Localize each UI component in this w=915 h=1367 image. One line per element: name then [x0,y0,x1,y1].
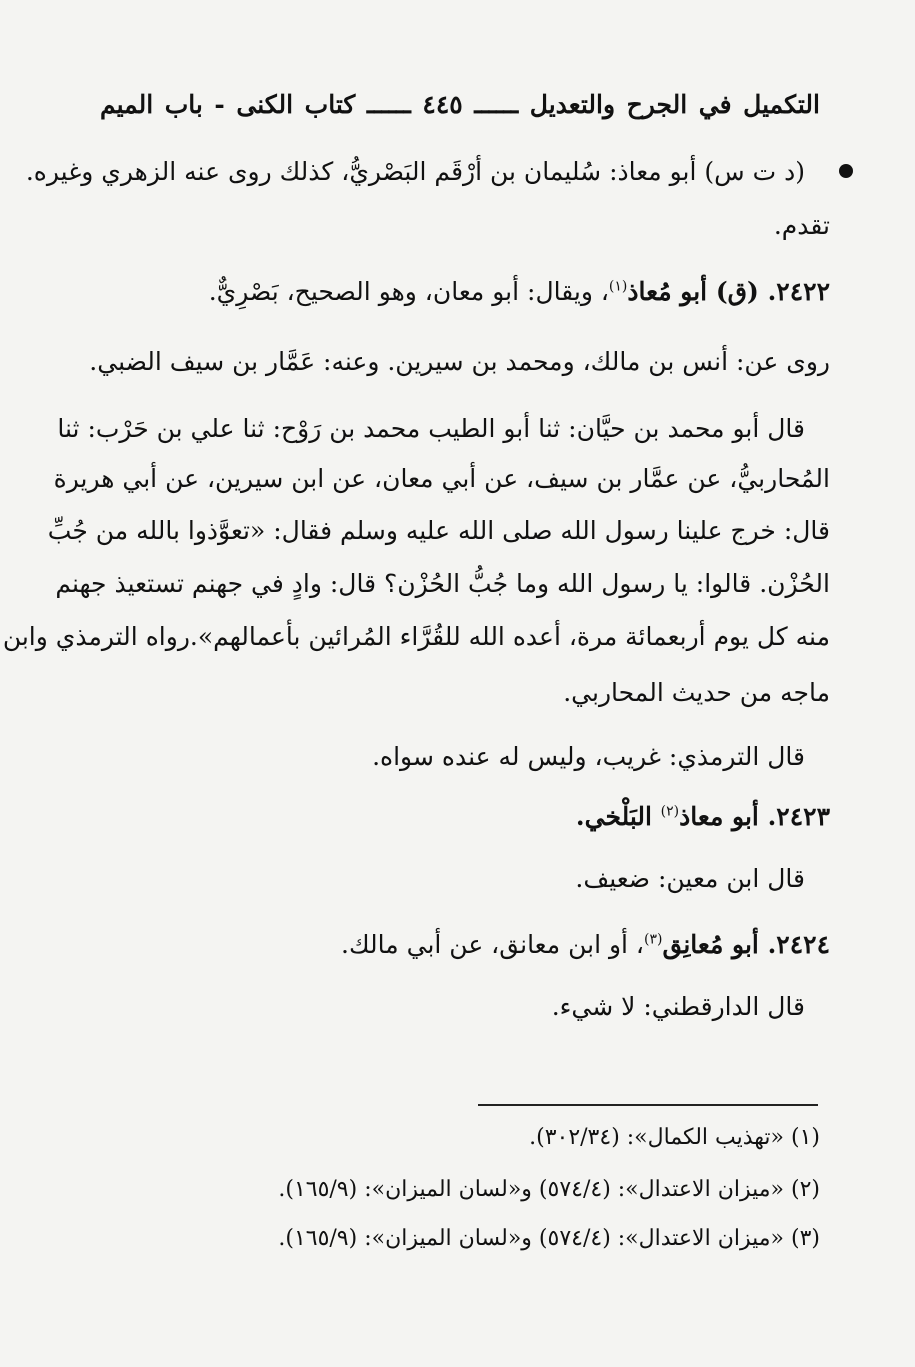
page-number: ٤٤٥ [422,90,463,119]
hadith-line-6: ماجه من حديث المحاربي. [563,678,830,707]
hadith-line-2: المُحاربيُّ، عن عمَّار بن سيف، عن أبي معان، عن ابن سيرين، عن أبي هريرة [53,464,830,493]
entry-2424-tail: ، أو ابن معانق، عن أبي مالك. [341,930,644,959]
footnote-divider [478,1104,818,1106]
footnote-ref-1: (١) [608,278,628,295]
tirmidhi-note: قال الترمذي: غريب، وليس له عنده سواه. [372,742,805,771]
header-title: التكميل في الجرح والتعديل [529,90,820,119]
entry-2423-heading [576,800,830,834]
intro-line-1: (د ت س) أبو معاذ: سُليمان بن أرْقَم البَصْريُّ، كذلك روى عنه الزهري وغيره. [25,157,805,186]
entry-2422-tail: ، ويقال: أبو معان، وهو الصحيح، بَصْرِيٌّ. [208,277,609,306]
intro-line-2: تقدم. [773,211,830,240]
hadith-line-1: قال أبو محمد بن حيَّان: ثنا أبو الطيب محمد بن رَوْح: ثنا علي بن حَرْب: ثنا [57,414,805,443]
footnote-3: (٣) «ميزان الاعتدال»: (٥٧٤/٤) و«لسان الميزان»: (١٦٥/٩). [278,1226,820,1251]
entry-2422-head: ٢٤٢٢. (ق) أبو مُعاذ [627,277,830,306]
hadith-line-4: الحُزْن. قالوا: يا رسول الله وما جُبُّ الحُزْن؟ قال: وادٍ في جهنم تستعيذ جهنم [55,569,830,598]
running-header: التكميل في الجرح والتعديل ــــــ ٤٤٥ ــــــ كتاب الكنى - باب الميم [100,90,820,119]
entry-2424-heading [341,928,830,962]
bullet-icon [839,164,853,178]
hadith-line-5: منه كل يوم أربعمائة مرة، أعده الله للقُرَّاء المُرائين بأعمالهم».رواه الترمذي وابن [2,622,830,651]
entry-2423-head: ٢٤٢٣. أبو معاذ [679,802,830,831]
entry-2422-heading [209,275,830,309]
entry-2422-narration: روى عن: أنس بن مالك، ومحمد بن سيرين. وعنه: عَمَّار بن سيف الضبي. [89,347,830,376]
footnote-ref-2: (٢) [660,803,680,820]
entry-2423-note: قال ابن معين: ضعيف. [575,864,805,893]
entry-2424-head: ٢٤٢٤. أبو مُعانِق [662,930,830,959]
hadith-line-3: قال: خرج علينا رسول الله صلى الله عليه وسلم فقال: «تعوَّذوا بالله من جُبِّ [47,516,830,545]
footnote-ref-3: (٣) [644,931,663,948]
entry-2424-note: قال الدارقطني: لا شيء. [551,992,805,1021]
header-section: كتاب الكنى - باب الميم [100,90,356,119]
entry-2423-tail: البَلْخي. [575,802,661,831]
footnote-1: (١) «تهذيب الكمال»: (٣٠٢/٣٤). [529,1125,820,1150]
footnote-2: (٢) «ميزان الاعتدال»: (٥٧٤/٤) و«لسان الميزان»: (١٦٥/٩). [278,1177,820,1202]
